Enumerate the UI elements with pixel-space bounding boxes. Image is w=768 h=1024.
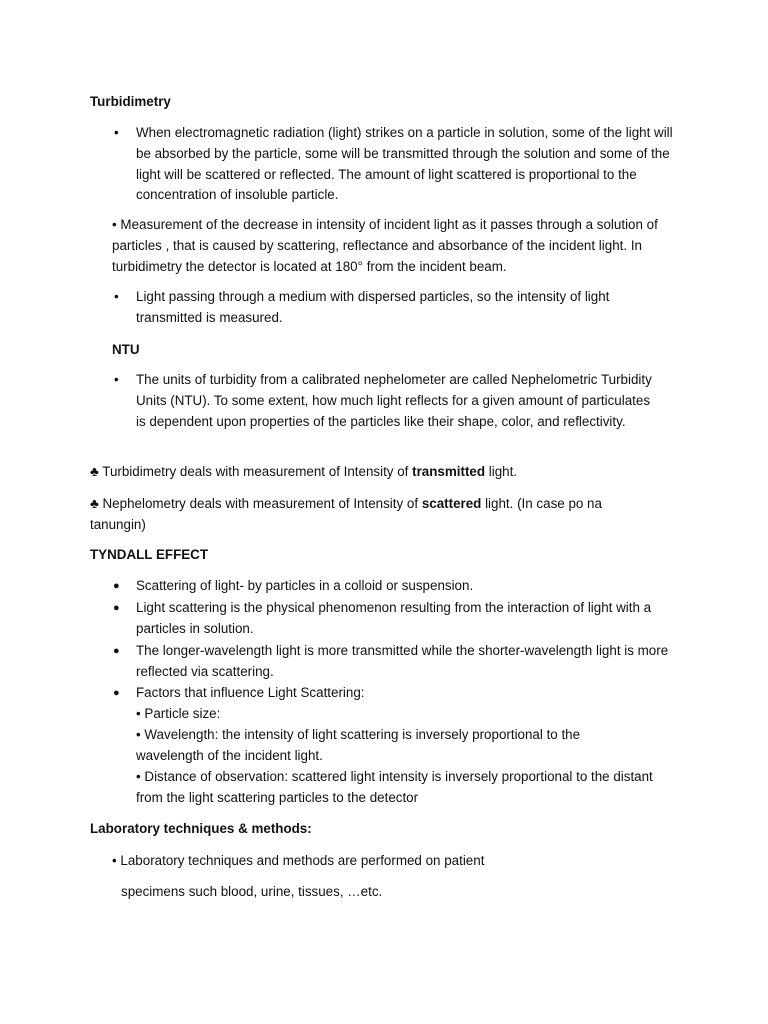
ntu-bullet-text: The units of turbidity from a calibrated nephelometer are called Nephelometric Turbidity Units (NTU). To some extent, how much light reflects for a given amount of particulates is dependent upon properties of the particles like their shape, color, and reflectivity. (136, 372, 652, 429)
turbidimetry-paragraph: • Measurement of the decrease in intensity of incident light as it passes through a solution of particles , that is caused by scattering, reflectance and absorbance of the incident light. In turbidimetry the detector is located at 180° from the incident beam. (112, 217, 658, 274)
factor-item: • Distance of observation: scattered light intensity is inversely proportional to the distant from the light scattering particles to the detector (136, 769, 653, 805)
list-item (113, 598, 656, 640)
tyndall-bullet-text: Scattering of light- by particles in a colloid or suspension. (136, 578, 474, 593)
list-item (114, 287, 636, 329)
list-item (113, 641, 681, 683)
round-bullet-icon: ● (113, 687, 120, 699)
club-note-nephelometry (90, 494, 650, 536)
bullet-icon: • (114, 125, 119, 140)
factor-item: • Particle size: (136, 706, 221, 721)
list-item (114, 123, 681, 206)
round-bullet-icon: ● (113, 580, 120, 592)
ntu-heading: NTU (112, 342, 140, 357)
list-item (114, 370, 661, 432)
round-bullet-icon: ● (113, 602, 120, 614)
tyndall-heading: TYNDALL EFFECT (90, 547, 209, 562)
bullet-icon: • (114, 372, 119, 387)
tyndall-bullet-text: Factors that influence Light Scattering: (136, 685, 365, 700)
tyndall-bullet-text: Light scattering is the physical phenomenon resulting from the interaction of light with a particles in solution. (136, 600, 652, 636)
bullet-icon: • (114, 289, 119, 304)
lab-heading: Laboratory techniques & methods: (90, 821, 312, 836)
club-note-text: ♣ Nephelometry deals with measurement of Intensity of (90, 496, 422, 511)
lab-line: specimens such blood, urine, tissues, …etc. (121, 884, 383, 899)
factor-item: • Wavelength: the intensity of light scattering is inversely proportional to the wavelength of the incident light. (136, 727, 581, 763)
club-note-text: light. (485, 464, 518, 479)
club-note-text: light. (In case po na tanungin) (90, 496, 602, 532)
club-note-emphasis: transmitted (412, 464, 486, 479)
club-note-turbidimetry (90, 462, 680, 483)
turbidimetry-bullet-text: Light passing through a medium with dispersed particles, so the intensity of light transmitted is measured. (136, 289, 610, 325)
club-note-text: ♣ Turbidimetry deals with measurement of Intensity of (90, 464, 413, 479)
list-item (113, 576, 676, 597)
round-bullet-icon: ● (113, 645, 120, 657)
lab-line: • Laboratory techniques and methods are performed on patient (112, 853, 485, 868)
turbidimetry-heading: Turbidimetry (90, 94, 171, 109)
club-note-emphasis: scattered (421, 496, 482, 511)
list-item (113, 683, 666, 704)
turbidimetry-bullet-text: When electromagnetic radiation (light) strikes on a particle in solution, some of the light will be absorbed by the particle, some will be transmitted through the solution and some of the light will be scattered or reflected. The amount of light scattered is proportional to the concentration of insoluble particle. (136, 125, 673, 203)
tyndall-bullet-text: The longer-wavelength light is more transmitted while the shorter-wavelength light is more reflected via scattering. (136, 643, 669, 679)
